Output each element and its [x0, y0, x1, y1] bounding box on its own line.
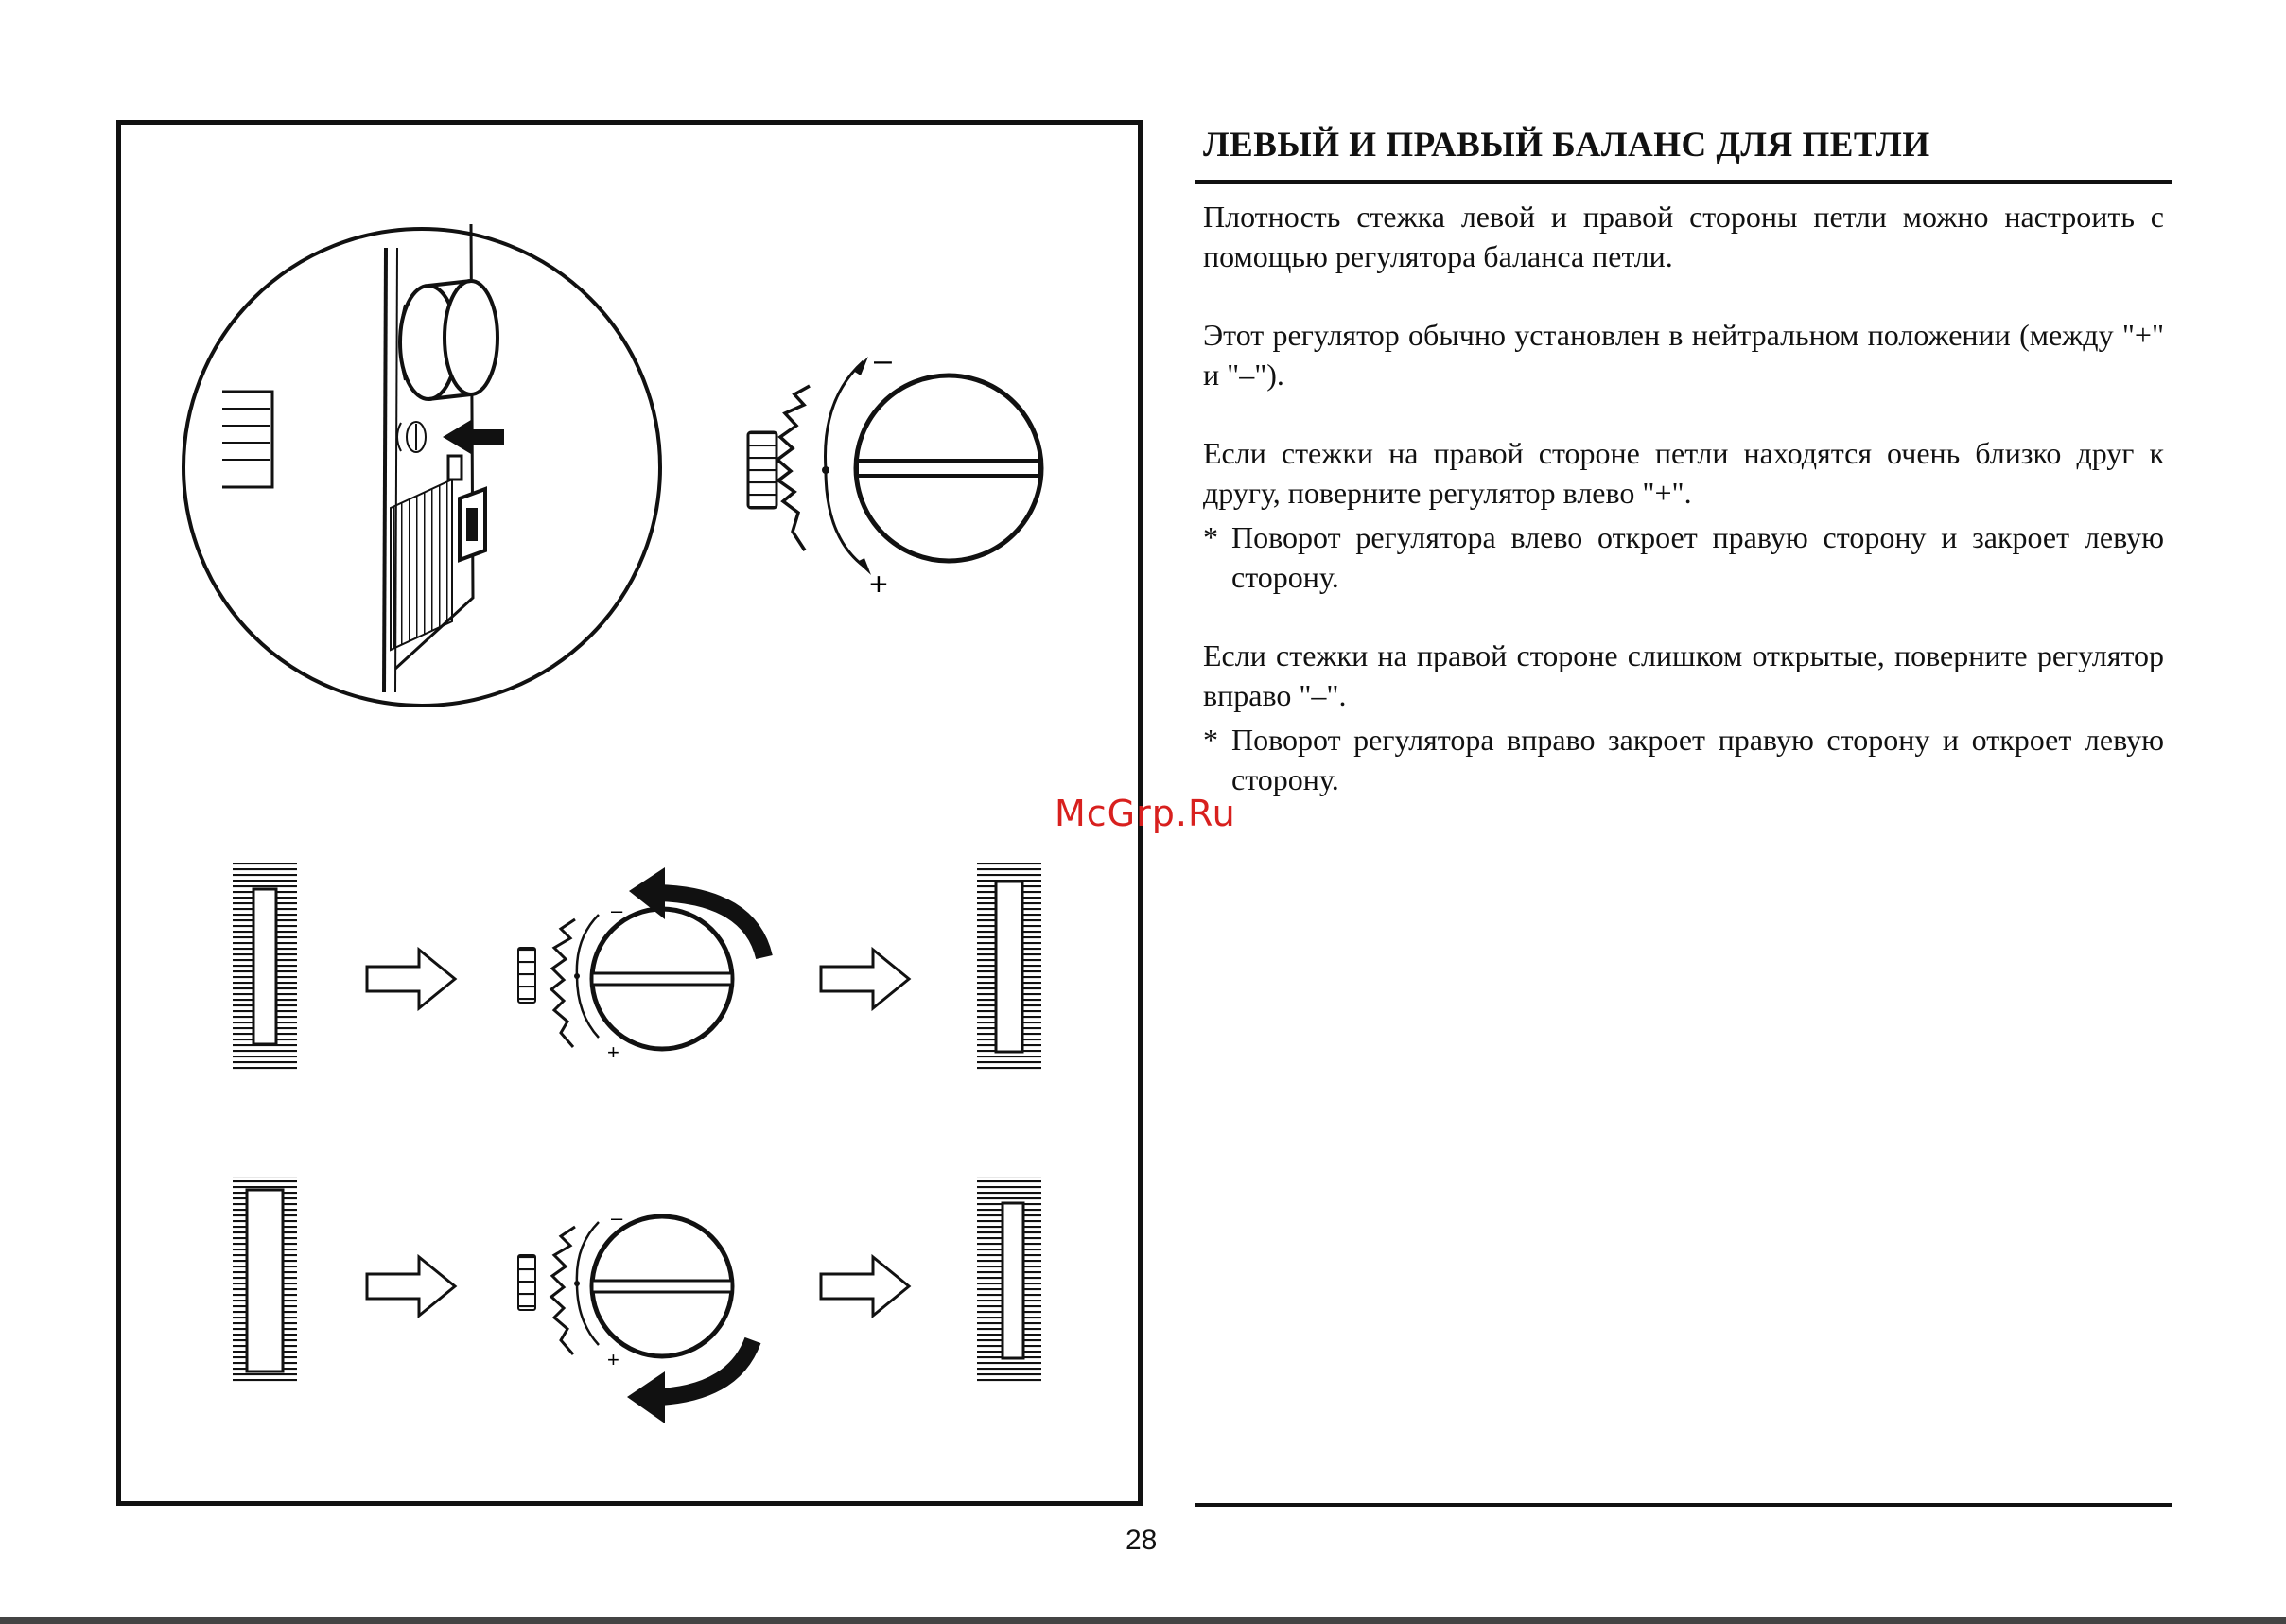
row-2 — [233, 1177, 1041, 1423]
minus-label: – — [611, 899, 623, 922]
balance-dial-small — [518, 899, 732, 1064]
illustration-panel — [116, 120, 1143, 1506]
buttonhole-icon — [233, 1177, 297, 1385]
machine-closeup-icon — [183, 224, 660, 706]
balance-dial-large — [748, 342, 1041, 602]
watermark: McGrp.Ru — [1055, 793, 1236, 834]
paragraph-neutral: Этот регулятор обычно установлен в нейтральном положении (между "+" и "–"). — [1203, 318, 2164, 392]
paragraph-turn-right: Если стежки на правой стороне слишком открытые, поверните регулятор вправо "–". — [1203, 638, 2164, 712]
instruction-text — [1203, 197, 2164, 838]
note-bullet: * — [1203, 520, 1218, 554]
note-turn-right — [1203, 720, 2164, 799]
note-bullet: * — [1203, 723, 1218, 757]
plus-label: + — [869, 567, 888, 602]
page-number: 28 — [1126, 1525, 1158, 1556]
title-divider — [1195, 180, 2172, 184]
minus-label: – — [874, 342, 892, 378]
note-turn-left — [1203, 517, 2164, 597]
hollow-arrow-icon — [367, 950, 455, 1008]
row-1 — [233, 863, 1041, 1071]
balance-dial-small — [518, 1206, 732, 1371]
note-text: Поворот регулятора влево откроет правую сторону и закроет левую сторону. — [1231, 520, 2164, 594]
footer-band — [0, 1617, 2286, 1624]
note-text: Поворот регулятора вправо закроет правую сторону и откроет левую сторону. — [1231, 723, 2164, 796]
hollow-arrow-icon — [821, 950, 909, 1008]
minus-label: – — [611, 1206, 623, 1230]
illustration-svg — [121, 125, 1138, 1501]
section-title: ЛЕВЫЙ И ПРАВЫЙ БАЛАНС ДЛЯ ПЕТЛИ — [1203, 126, 1930, 165]
paragraph-density: Плотность стежка левой и правой стороны петли можно настроить с помощью регулятора баланса петли. — [1203, 200, 2164, 273]
paragraph-turn-left: Если стежки на правой стороне петли находятся очень близко друг к другу, поверните регулятор влево "+". — [1203, 436, 2164, 510]
bottom-divider — [1195, 1503, 2172, 1507]
plus-label: + — [607, 1040, 619, 1064]
buttonhole-icon — [233, 863, 297, 1071]
plus-label: + — [607, 1348, 619, 1371]
buttonhole-icon — [977, 1177, 1041, 1385]
hollow-arrow-icon — [821, 1257, 909, 1316]
hollow-arrow-icon — [367, 1257, 455, 1316]
buttonhole-icon — [977, 863, 1041, 1071]
